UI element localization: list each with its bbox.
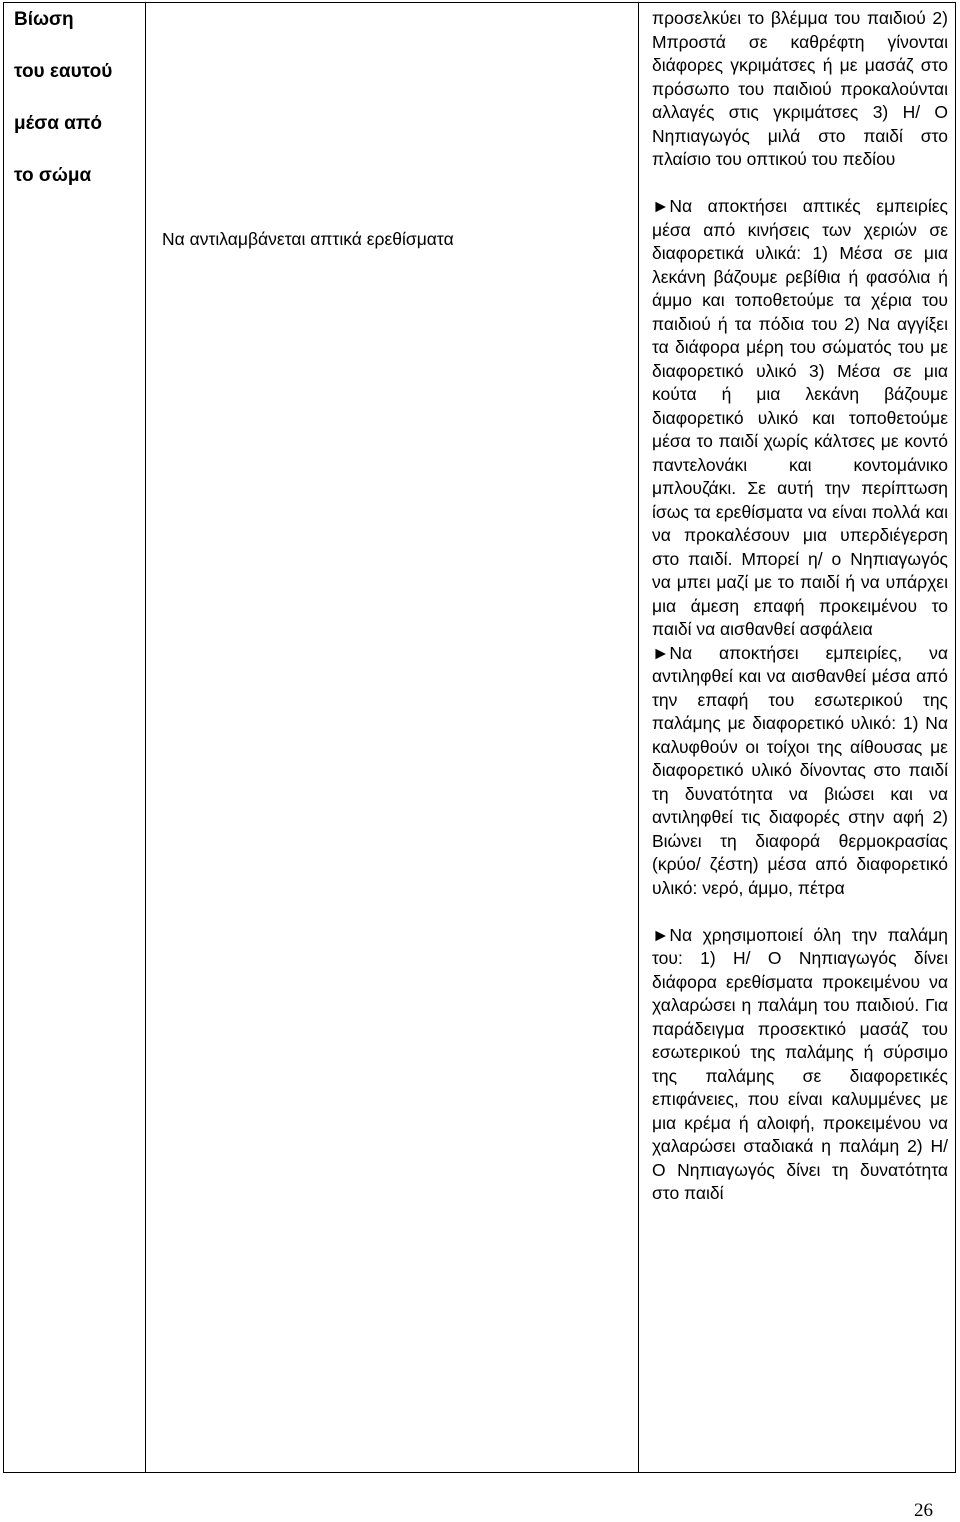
activities-column [652, 7, 948, 1206]
activity-paragraph-1: προσελκύει το βλέμμα του παιδιού 2) Μπροστά σε καθρέφτη γίνονται διάφορες γκριμάτσες ή με μασάζ στο πρόσωπο του παιδιού προκαλούνται αλλαγές στις γκριμάτσες 3) Η/ Ο Νηπιαγωγός μιλά στο παιδί στο πλαίσιο του οπτικού του πεδίου [652, 8, 948, 169]
objective-cell: Να αντιλαμβάνεται απτικά ερεθίσματα [162, 229, 454, 249]
domain-line-1: Βίωση [14, 9, 74, 30]
domain-line-4: το σώμα [14, 165, 92, 186]
column-divider-1 [145, 3, 146, 1472]
activity-paragraph-4: ►Να χρησιμοποιεί όλη την παλάμη του: 1) Η/ Ο Νηπιαγωγός δίνει διάφορα ερεθίσματα προκειμένου να χαλαρώσει η παλάμη του παιδιού. Για παράδειγμα προσεκτικό μασάζ του εσωτερικού της παλάμης ή σύρσιμο της παλάμης σε διαφορετικές επιφάνειες, που είναι καλυμμένες με μια κρέμα ή αλοιφή, προκειμένου να χαλαρώσει σταδιακά η παλάμη 2) Η/ Ο Νηπιαγωγός δίνει τη δυνατότητα στο παιδί [652, 924, 948, 1203]
domain-line-2: του εαυτού [14, 61, 113, 82]
domain-line-3: μέσα από [14, 113, 102, 134]
domain-column [14, 7, 144, 189]
column-divider-2 [638, 3, 639, 1472]
activity-paragraph-2: ►Να αποκτήσει απτικές εμπειρίες μέσα από κινήσεις των χεριών σε διαφορετικά υλικά: 1) Μέσα σε μια λεκάνη βάζουμε ρεβίθια ή φασόλια ή άμμο και τοποθετούμε τα χέρια του παιδιού ή τα πόδια του 2) Να αγγίξει τα διάφορα μέρη του σώματός του με διαφορετικό υλικό 3) Μέσα σε μια κούτα ή μια λεκάνη βάζουμε διαφορετικό υλικό και τοποθετούμε μέσα το παιδί χωρίς κάλτσες με κοντό παντελονάκι και κοντομάνικο μπλουζάκι. Σε αυτή την περίπτωση ίσως τα ερεθίσματα να είναι πολλά και να προκαλέσουν μια υπερδιέγερση στο παιδί. Μπορεί η/ ο Νηπιαγωγός να μπει μαζί με το παιδί ή να υπάρχει μια άμεση επαφή προκειμένου το παιδί να αισθανθεί ασφάλεια [652, 196, 948, 639]
curriculum-table [3, 2, 956, 1473]
activity-paragraph-3: ►Να αποκτήσει εμπειρίες, να αντιληφθεί και να αισθανθεί μέσα από την επαφή του εσωτερικού της παλάμης με διαφορετικό υλικό: 1) Να καλυφθούν οι τοίχοι της αίθουσας με διαφορετικό υλικό δίνοντας στο παιδί τη δυνατότητα να βιώσει και να αντιληφθεί τις διαφορές στην αφή 2) Βιώνει τη διαφορά θερμοκρασίας (κρύο/ ζέστη) μέσα από διαφορετικό υλικό: νερό, άμμο, πέτρα [652, 642, 948, 898]
page-number: 26 [914, 1500, 933, 1521]
